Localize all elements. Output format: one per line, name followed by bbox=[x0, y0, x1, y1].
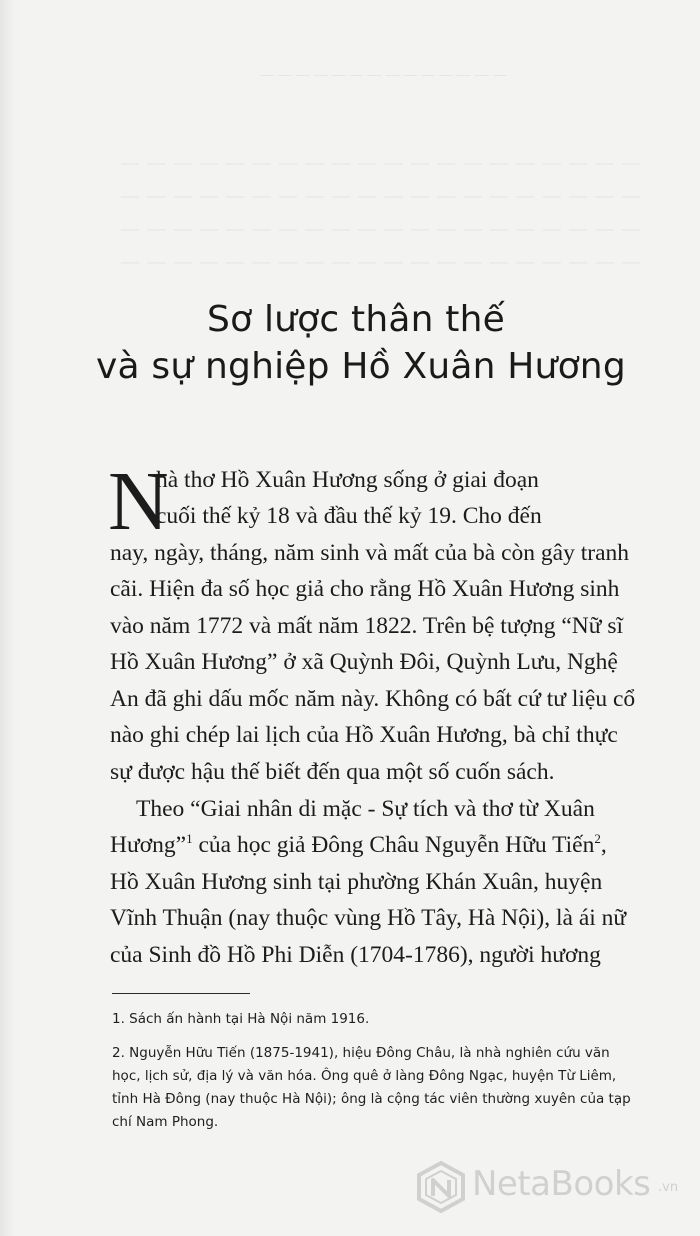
footnote-ref-1[interactable]: 1 bbox=[186, 831, 193, 846]
footnote-2-line: 2. Nguyễn Hữu Tiến (1875-1941), hiệu Đông Châu, là nhà nghiên cứu văn bbox=[112, 1045, 610, 1061]
paragraph-line: của Sinh đồ Hồ Phi Diễn (1704-1786), người hương bbox=[110, 942, 601, 968]
paragraph-line: cãi. Hiện đa số học giả cho rằng Hồ Xuân Hương sinh bbox=[110, 576, 620, 602]
paragraph-line-with-footnote-refs bbox=[110, 828, 607, 862]
bleed-through-header: — — — — — — — — — — — — — — bbox=[260, 66, 507, 82]
bleed-through-line: — — — — — — — — — — — — — — — — — — — — bbox=[120, 183, 641, 207]
page-edge-shadow bbox=[0, 0, 14, 1236]
paragraph-line: Hồ Xuân Hương sinh tại phường Khán Xuân, huyện bbox=[110, 869, 603, 895]
bleed-through-line: — — — — — — — — — — — — — — — — — — — — bbox=[120, 249, 641, 273]
paragraph-line: hà thơ Hồ Xuân Hương sống ở giai đoạn bbox=[156, 467, 539, 493]
footnote-2-line: chí Nam Phong. bbox=[112, 1114, 219, 1130]
paragraph-line: nào ghi chép lai lịch của Hồ Xuân Hương, bà chỉ thực bbox=[110, 722, 618, 748]
paragraph-line: cuối thế kỷ 18 và đầu thế kỷ 19. Cho đến bbox=[156, 503, 542, 529]
paragraph-text: , bbox=[600, 832, 607, 858]
bleed-through-line: — — — — — — — — — — — — — — — — — — — — bbox=[120, 216, 641, 240]
paragraph-text: Hương” bbox=[110, 832, 187, 858]
chapter-title-line-2: và sự nghiệp Hồ Xuân Hương bbox=[96, 346, 626, 387]
netabooks-logo-icon bbox=[414, 1160, 468, 1214]
watermark-brand: NetaBooks bbox=[472, 1164, 651, 1204]
netabooks-watermark bbox=[414, 1160, 694, 1220]
watermark-suffix: .vn bbox=[658, 1180, 679, 1195]
paragraph-line: Vĩnh Thuận (nay thuộc vùng Hồ Tây, Hà Nội), là ái nữ bbox=[110, 905, 627, 931]
paragraph-line: nay, ngày, tháng, năm sinh và mất của bà còn gây tranh bbox=[110, 540, 630, 566]
drop-cap: N bbox=[108, 455, 169, 548]
paragraph-line: Theo “Giai nhân di mặc - Sự tích và thơ từ Xuân bbox=[136, 796, 595, 822]
footnote-divider bbox=[112, 993, 250, 994]
footnote-ref-2[interactable]: 2 bbox=[594, 831, 601, 846]
bleed-through-line: — — — — — — — — — — — — — — — — — — — — bbox=[120, 150, 641, 174]
footnote-2-line: tỉnh Hà Đông (nay thuộc Hà Nội); ông là cộng tác viên thường xuyên của tạp bbox=[112, 1091, 631, 1107]
footnote-1: 1. Sách ấn hành tại Hà Nội năm 1916. bbox=[112, 1011, 370, 1027]
paragraph-line: Hồ Xuân Hương” ở xã Quỳnh Đôi, Quỳnh Lưu, Nghệ bbox=[110, 649, 618, 675]
paragraph-text: của học giả Đông Châu Nguyễn Hữu Tiến bbox=[192, 832, 595, 858]
paragraph-line: vào năm 1772 và mất năm 1822. Trên bệ tượng “Nữ sĩ bbox=[110, 613, 624, 639]
footnote-2-line: học, lịch sử, địa lý và văn hóa. Ông quê ở làng Đông Ngạc, huyện Từ Liêm, bbox=[112, 1068, 617, 1084]
chapter-title-line-1: Sơ lược thân thế bbox=[207, 299, 505, 340]
paragraph-line: An đã ghi dấu mốc năm này. Không có bất cứ tư liệu cổ bbox=[110, 686, 636, 712]
chapter-title bbox=[96, 296, 626, 390]
paragraph-line: sự được hậu thế biết đến qua một số cuốn sách. bbox=[110, 759, 555, 785]
